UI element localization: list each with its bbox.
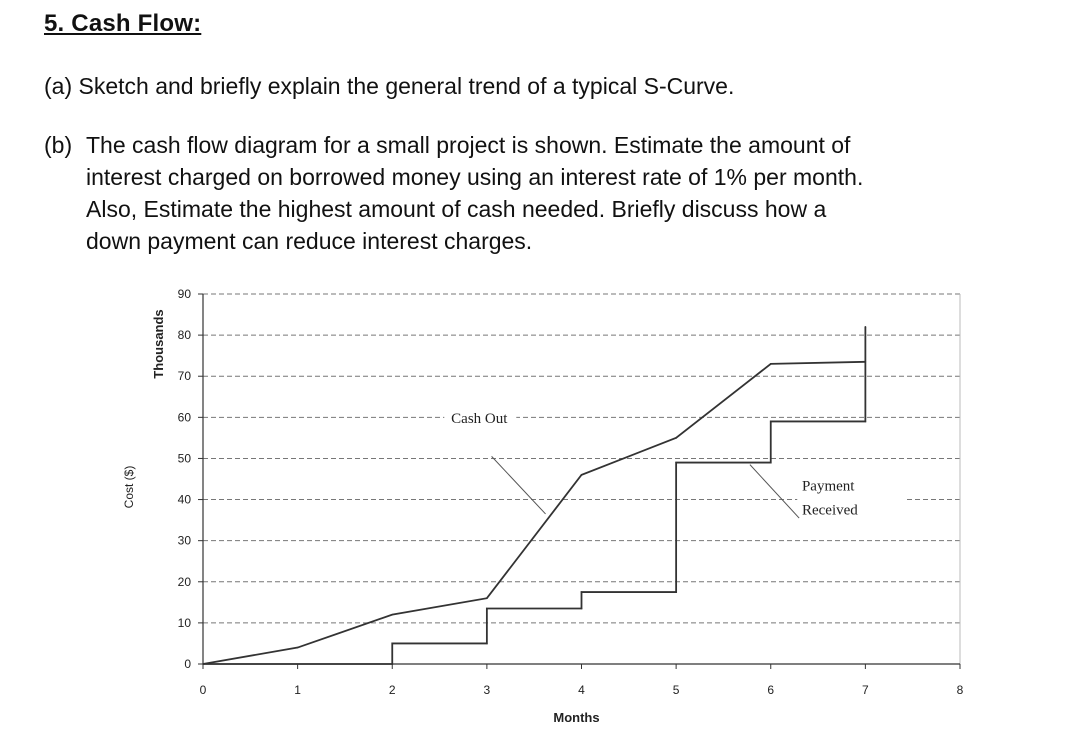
annotation-layer [444,410,905,519]
ytick-label-70: 70 [177,369,191,384]
ytick-label-0: 0 [184,657,191,671]
series-line-cash-out [203,362,865,664]
xtick-label-4: 4 [578,683,585,697]
xtick-label-5: 5 [672,683,680,697]
ytick-label-50: 50 [177,451,191,466]
series-1-point-13 [865,326,867,328]
xtick-label-1: 1 [294,683,301,697]
xtick-label-3: 3 [483,683,491,697]
series-1-point-10 [770,421,772,423]
question-a: (a) Sketch and briefly explain the general trend of a typical S-Curve. [44,73,735,99]
series-1-point-8 [675,462,677,464]
series-1-point-0 [202,663,204,665]
annotation-payment-line-1: Received [801,502,858,519]
xtick-label-7: 7 [862,683,869,697]
question-b-line-2: interest charged on borrowed money using an interest rate of 1% per month. [86,164,864,190]
ytick-label-20: 20 [177,574,191,589]
series-0-point-6 [770,363,772,365]
annotation-cash-out-leader [492,456,546,514]
annotation-cash-out: Cash Out [451,411,508,428]
series-layer [202,326,866,665]
series-line-payment-received [203,327,865,664]
question-b-line-1: The cash flow diagram for a small project is shown. Estimate the amount of [86,132,851,158]
ytick-label-30: 30 [177,533,191,548]
series-0-point-5 [675,437,677,439]
ytick-label-90: 90 [177,287,191,301]
annotation-payment-line-0: Payment [801,478,855,495]
series-1-point-1 [391,663,393,665]
series-0-point-1 [297,647,299,649]
section-heading: 5. Cash Flow: [44,10,202,37]
series-1-point-3 [486,643,488,645]
question-b-line-3: Also, Estimate the highest amount of cash needed. Briefly discuss how a [86,196,827,222]
y-axis-title: Cost ($) [122,465,136,509]
series-1-point-4 [486,608,488,610]
ytick-label-80: 80 [177,328,191,343]
xtick-label-6: 6 [767,683,775,697]
series-1-point-6 [581,591,583,593]
xtick-label-0: 0 [199,683,207,697]
xtick-label-8: 8 [956,683,964,697]
ytick-label-60: 60 [177,410,191,425]
series-1-point-11 [865,421,867,423]
ytick-label-10: 10 [177,615,191,630]
annotation-payment-leader [750,465,799,518]
ytick-label-40: 40 [177,492,191,507]
y-axis-unit-label: Thousands [151,309,166,379]
question-b-line-4: down payment can reduce interest charges. [86,228,533,254]
question-b-label: (b) [44,132,73,158]
series-1-point-9 [770,462,772,464]
series-1-point-2 [391,643,393,645]
series-1-point-7 [675,591,677,593]
series-0-point-2 [391,614,393,616]
series-0-point-3 [486,597,488,599]
xtick-label-2: 2 [388,683,396,697]
x-axis-title: Months [553,710,600,725]
series-0-point-4 [581,474,583,476]
series-1-point-5 [581,608,583,610]
